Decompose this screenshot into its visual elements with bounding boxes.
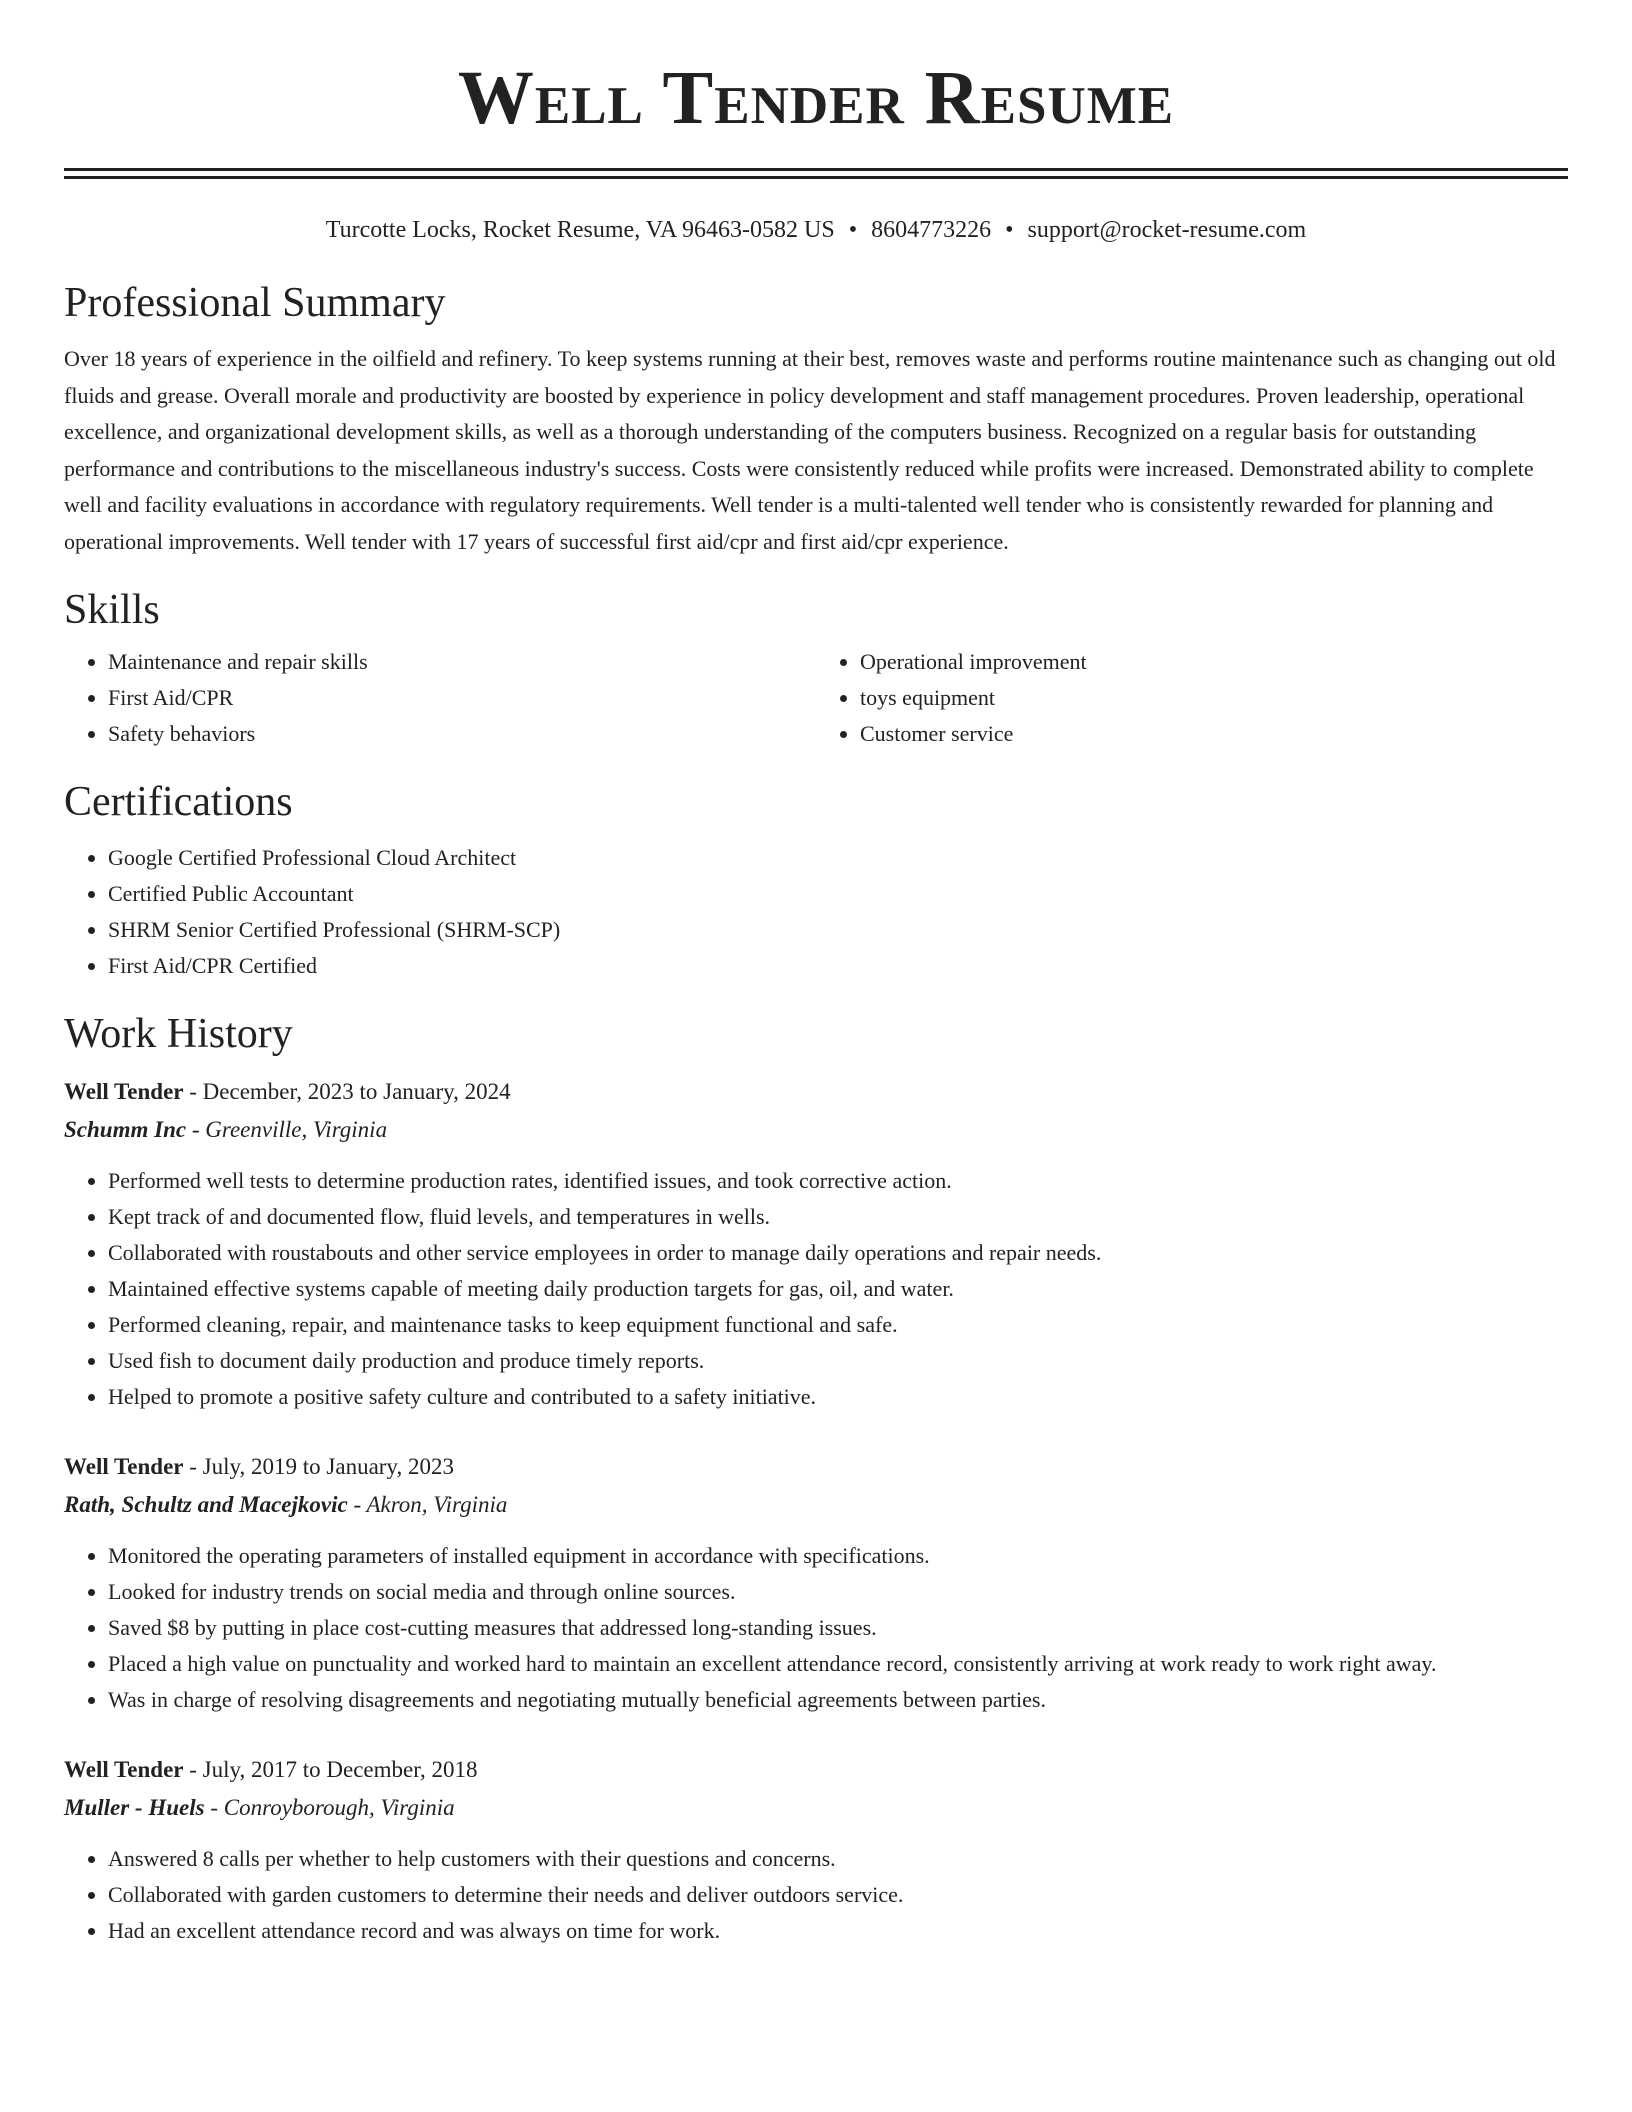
summary-heading: Professional Summary <box>64 280 446 326</box>
job-bullet: • Performed cleaning, repair, and maintenance tasks to keep equipment functional and safe. <box>108 1307 1568 1343</box>
title-divider <box>64 168 1568 179</box>
job-bullet: • Looked for industry trends on social media and through online sources. <box>108 1574 1568 1610</box>
certification-item: • Certified Public Accountant <box>108 876 1568 912</box>
job-bullet: • Had an excellent attendance record and was always on time for work. <box>108 1913 1568 1949</box>
skills-heading: Skills <box>64 587 160 633</box>
job-header: Well Tender - December, 2023 to January, 2024 <box>64 1079 511 1104</box>
job-employer: Rath, Schultz and Macejkovic - Akron, Virginia <box>64 1492 508 1517</box>
job-title: Well Tender <box>64 1079 184 1104</box>
skill-item: • First Aid/CPR <box>108 680 816 716</box>
job-entry <box>64 1447 1568 1718</box>
job-bullet: • Answered 8 calls per whether to help customers with their questions and concerns. <box>108 1841 1568 1877</box>
skill-item: • Maintenance and repair skills <box>108 644 816 680</box>
job-company: Schumm Inc <box>64 1117 187 1142</box>
job-entry <box>64 1750 1568 1949</box>
job-employer: Schumm Inc - Greenville, Virginia <box>64 1117 388 1142</box>
summary-section <box>64 279 1568 560</box>
job-company: Rath, Schultz and Macejkovic <box>64 1492 348 1517</box>
job-bullet: • Collaborated with garden customers to determine their needs and deliver outdoors service. <box>108 1877 1568 1913</box>
skill-item: • toys equipment <box>860 680 1568 716</box>
job-title: Well Tender <box>64 1757 184 1782</box>
skills-section <box>64 586 1568 752</box>
contact-email: support@rocket-resume.com <box>1027 217 1307 243</box>
job-bullets <box>64 1163 1568 1415</box>
contact-address: Turcotte Locks, Rocket Resume, VA 96463-0582 US <box>325 217 835 243</box>
skill-item: • Safety behaviors <box>108 716 816 752</box>
skill-item: • Customer service <box>860 716 1568 752</box>
contact-separator: • <box>1005 217 1014 243</box>
contact-line <box>64 215 1568 245</box>
resume-title: Well Tender Resume <box>457 56 1175 140</box>
certifications-section <box>64 778 1568 984</box>
certifications-list <box>64 840 1568 984</box>
work-history-section <box>64 1010 1568 1949</box>
certification-item: • Google Certified Professional Cloud Architect <box>108 840 1568 876</box>
contact-separator: • <box>848 217 858 243</box>
job-location: Greenville, Virginia <box>205 1117 388 1142</box>
job-bullet: • Helped to promote a positive safety culture and contributed to a safety initiative. <box>108 1379 1568 1415</box>
job-location: Akron, Virginia <box>366 1492 508 1517</box>
job-entry <box>64 1072 1568 1415</box>
summary-text: Over 18 years of experience in the oilfield and refinery. To keep systems running at their best, removes waste and performs routine maintenance such as changing out old fluids and grease. Overall morale and productivity are boosted by experience in policy development and staff management procedures. Proven leadership, operational excellence, and organizational development skills, as well as a thorough understanding of the computers business. Recognized on a regular basis for outstanding performance and contributions to the miscellaneous industry's success. Costs were consistently reduced while profits were increased. Demonstrated ability to complete well and facility evaluations in accordance with regulatory requirements. Well tender is a multi-talented well tender who is consistently rewarded for planning and operational improvements. Well tender with 17 years of successful first aid/cpr and first aid/cpr experience. <box>64 346 1556 554</box>
job-bullet: • Was in charge of resolving disagreements and negotiating mutually beneficial agreements between parties. <box>108 1682 1568 1718</box>
job-header: Well Tender - July, 2019 to January, 2023 <box>64 1454 454 1479</box>
job-bullets <box>64 1841 1568 1949</box>
job-bullets <box>64 1538 1568 1718</box>
skills-columns <box>64 644 1568 752</box>
certification-item: • First Aid/CPR Certified <box>108 948 1568 984</box>
skills-list-right <box>816 644 1568 752</box>
job-bullet: • Monitored the operating parameters of installed equipment in accordance with specifications. <box>108 1538 1568 1574</box>
job-dates: July, 2017 to December, 2018 <box>202 1757 478 1782</box>
job-dates: July, 2019 to January, 2023 <box>202 1454 454 1479</box>
job-dates: December, 2023 to January, 2024 <box>202 1079 511 1104</box>
job-bullet: • Placed a high value on punctuality and worked hard to maintain an excellent attendance record, consistently arriving at work ready to work right away. <box>108 1646 1568 1682</box>
job-bullet: • Maintained effective systems capable of meeting daily production targets for gas, oil, and water. <box>108 1271 1568 1307</box>
job-title: Well Tender <box>64 1454 184 1479</box>
certifications-heading: Certifications <box>64 779 293 825</box>
skill-item: • Operational improvement <box>860 644 1568 680</box>
skills-list-left <box>64 644 816 752</box>
job-bullet: • Saved $8 by putting in place cost-cutting measures that addressed long-standing issues. <box>108 1610 1568 1646</box>
work-history-heading: Work History <box>64 1011 293 1057</box>
job-bullet: • Used fish to document daily production and produce timely reports. <box>108 1343 1568 1379</box>
job-location: Conroyborough, Virginia <box>223 1795 455 1820</box>
job-bullet: • Performed well tests to determine production rates, identified issues, and took corrective action. <box>108 1163 1568 1199</box>
job-employer: Muller - Huels - Conroyborough, Virginia <box>64 1795 455 1820</box>
contact-phone: 8604773226 <box>871 217 992 243</box>
job-bullet: • Kept track of and documented flow, fluid levels, and temperatures in wells. <box>108 1199 1568 1235</box>
job-header: Well Tender - July, 2017 to December, 2018 <box>64 1757 478 1782</box>
job-bullet: • Collaborated with roustabouts and other service employees in order to manage daily operations and repair needs. <box>108 1235 1568 1271</box>
job-company: Muller - Huels <box>64 1795 205 1820</box>
certification-item: • SHRM Senior Certified Professional (SHRM-SCP) <box>108 912 1568 948</box>
